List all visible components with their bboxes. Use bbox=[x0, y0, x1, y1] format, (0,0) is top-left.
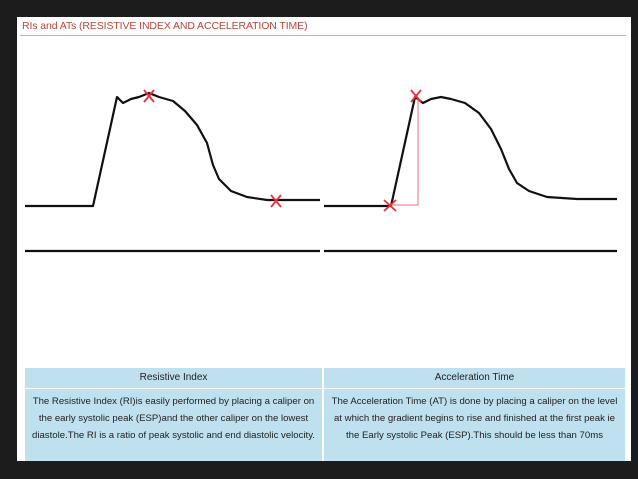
slide-title: RIs and ATs (RESISTIVE INDEX AND ACCELERATION TIME) bbox=[22, 20, 308, 32]
acceleration-time-heading: Acceleration Time bbox=[324, 368, 625, 389]
acceleration-time-panel bbox=[324, 368, 625, 461]
at-waveform bbox=[324, 97, 617, 206]
acceleration-time-description: The Acceleration Time (AT) is done by placing a caliper on the level at which the gradient begins to rise and finished at the first peak ie the Early systolic Peak (ESP).This should be less than 70ms bbox=[331, 396, 618, 441]
resistive-index-heading: Resistive Index bbox=[25, 368, 322, 389]
ri-waveform bbox=[25, 93, 320, 206]
at-peak-caliper-marker bbox=[411, 90, 421, 102]
waveform-diagram bbox=[17, 17, 631, 367]
resistive-index-panel bbox=[25, 368, 322, 461]
resistive-index-description: The Resistive Index (RI)is easily performed by placing a caliper on the early systolic peak (ESP)and the other caliper on the lowest diastole.The RI is a ratio of peak systolic and end diastolic velocity. bbox=[32, 396, 315, 441]
slide bbox=[17, 17, 631, 461]
esp-caliper-marker bbox=[144, 90, 154, 102]
